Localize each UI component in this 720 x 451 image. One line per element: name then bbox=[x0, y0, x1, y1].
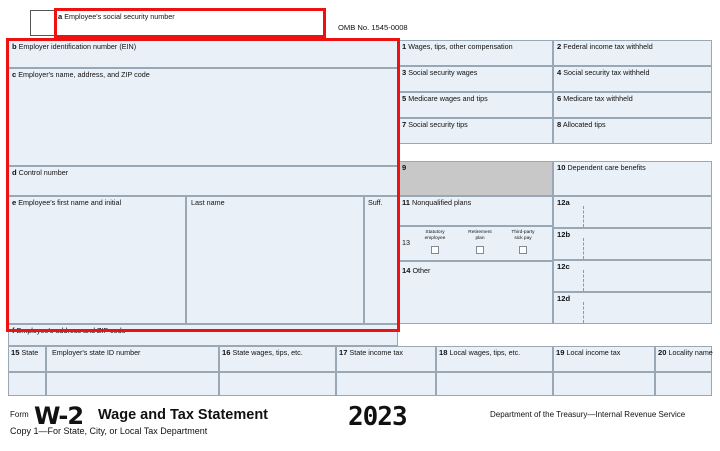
box-8-label: Allocated tips bbox=[562, 120, 606, 129]
box-12b-number: 12b bbox=[557, 230, 571, 239]
field-e-letter: e bbox=[12, 198, 17, 207]
box-20-label-group bbox=[658, 349, 713, 357]
box-19-number: 19 bbox=[556, 348, 565, 357]
field-e-first-name-box[interactable] bbox=[8, 196, 186, 324]
box-3-label: Social security wages bbox=[408, 68, 478, 77]
box-8-number: 8 bbox=[557, 120, 562, 129]
footer-form-title: Wage and Tax Statement bbox=[98, 407, 269, 423]
box-13-retirement-line2: plan bbox=[475, 235, 485, 241]
box-14-label-group bbox=[402, 267, 430, 275]
box-12b[interactable] bbox=[553, 228, 712, 260]
box-18-number: 18 bbox=[439, 348, 448, 357]
box-12d-code-divider bbox=[583, 302, 584, 323]
box-17-number: 17 bbox=[339, 348, 348, 357]
box-9 bbox=[398, 161, 553, 196]
box-11-number: 11 bbox=[402, 198, 411, 207]
box-12c-code-divider bbox=[583, 270, 584, 291]
field-f-letter: f bbox=[12, 326, 15, 335]
box-7-label: Social security tips bbox=[408, 120, 468, 129]
box-15-state-id-label: Employer's state ID number bbox=[52, 348, 141, 357]
field-d-label: Control number bbox=[18, 168, 69, 177]
footer-form-prefix: Form bbox=[10, 410, 29, 419]
field-c-label-group bbox=[12, 71, 150, 79]
field-d-letter: d bbox=[12, 168, 17, 177]
box-12d-label-group bbox=[557, 295, 570, 303]
box-13-statutory-label bbox=[414, 230, 456, 241]
box-13-thirdparty-line1: Third-party bbox=[511, 230, 535, 235]
box-16-label-group bbox=[222, 349, 303, 357]
footer-tax-year: 2023 bbox=[348, 402, 407, 432]
field-c-label: Employer's name, address, and ZIP code bbox=[18, 70, 150, 79]
box-6-label: Medicare tax withheld bbox=[563, 94, 633, 103]
box-13-retirement-line1: Retirement bbox=[468, 230, 492, 235]
box-19-row2[interactable] bbox=[553, 372, 655, 396]
box-9-number: 9 bbox=[402, 163, 407, 172]
field-f-label-group bbox=[12, 327, 126, 335]
box-3-number: 3 bbox=[402, 68, 407, 77]
box-20-row2[interactable] bbox=[655, 372, 712, 396]
footer-form-number: W-2 bbox=[34, 402, 84, 430]
box-12b-label-group bbox=[557, 231, 570, 239]
box-1-label-group bbox=[402, 43, 513, 51]
box-18-label-group bbox=[439, 349, 520, 357]
field-a-letter: a bbox=[58, 12, 63, 21]
box-13-statutory-line1: Statutory bbox=[425, 230, 445, 235]
box-4-number: 4 bbox=[557, 68, 562, 77]
field-b-label: Employer identification number (EIN) bbox=[18, 42, 137, 51]
field-a-label-group bbox=[58, 13, 175, 21]
box-2-label-group bbox=[557, 43, 653, 51]
box-12d[interactable] bbox=[553, 292, 712, 324]
box-6-label-group bbox=[557, 95, 633, 103]
box-12c[interactable] bbox=[553, 260, 712, 292]
box-12c-label-group bbox=[557, 263, 570, 271]
box-18-row2[interactable] bbox=[436, 372, 553, 396]
box-19-label: Local income tax bbox=[566, 348, 621, 357]
field-c-letter: c bbox=[12, 70, 17, 79]
box-17-row2[interactable] bbox=[336, 372, 436, 396]
box-12d-number: 12d bbox=[557, 294, 571, 303]
box-12a-label-group bbox=[557, 199, 570, 207]
box-5-label: Medicare wages and tips bbox=[408, 94, 488, 103]
footer-copy-line: Copy 1—For State, City, or Local Tax Department bbox=[10, 426, 208, 436]
box-12c-number: 12c bbox=[557, 262, 570, 271]
box-13-retirement-checkbox[interactable] bbox=[476, 246, 484, 254]
omb-number: OMB No. 1545-0008 bbox=[338, 23, 408, 32]
box-15-state-row2[interactable] bbox=[8, 372, 46, 396]
box-14-label: Other bbox=[412, 266, 431, 275]
field-b-label-group bbox=[12, 43, 136, 51]
box-12a-number: 12a bbox=[557, 198, 570, 207]
box-13-statutory-checkbox[interactable] bbox=[431, 246, 439, 254]
box-16-label: State wages, tips, etc. bbox=[232, 348, 303, 357]
box-8-label-group bbox=[557, 121, 606, 129]
box-12a[interactable] bbox=[553, 196, 712, 228]
field-e-label: Employee's first name and initial bbox=[18, 198, 122, 207]
field-e-last-name-box[interactable] bbox=[186, 196, 364, 324]
box-4-label: Social security tax withheld bbox=[563, 68, 650, 77]
field-d-label-group bbox=[12, 169, 68, 177]
footer-department: Department of the Treasury—Internal Revenue Service bbox=[490, 410, 686, 419]
field-e-suffix-box[interactable] bbox=[364, 196, 398, 324]
field-e-label-group bbox=[12, 199, 121, 207]
box-15-employer-state-id-row2[interactable] bbox=[46, 372, 219, 396]
box-7-label-group bbox=[402, 121, 468, 129]
box-10-label: Dependent care benefits bbox=[567, 163, 646, 172]
field-f-label: Employee's address and ZIP code bbox=[16, 326, 126, 335]
box-6-number: 6 bbox=[557, 94, 562, 103]
box-3-label-group bbox=[402, 69, 477, 77]
box-16-number: 16 bbox=[222, 348, 231, 357]
box-13-thirdparty-line2: sick pay bbox=[514, 235, 532, 241]
box-17-label: State income tax bbox=[349, 348, 403, 357]
box-2-label: Federal income tax withheld bbox=[563, 42, 653, 51]
box-1-number: 1 bbox=[402, 42, 407, 51]
box-2-number: 2 bbox=[557, 42, 562, 51]
box-14-number: 14 bbox=[402, 266, 411, 275]
field-b-letter: b bbox=[12, 42, 17, 51]
box-10-label-group bbox=[557, 164, 646, 172]
box-1-label: Wages, tips, other compensation bbox=[408, 42, 513, 51]
box-18-label: Local wages, tips, etc. bbox=[449, 348, 521, 357]
box-11-label: Nonqualified plans bbox=[412, 198, 472, 207]
box-15-number: 15 bbox=[11, 348, 20, 357]
box-20-number: 20 bbox=[658, 348, 667, 357]
box-10-number: 10 bbox=[557, 163, 566, 172]
box-13-retirement-label bbox=[459, 230, 501, 241]
box-9-label-group bbox=[402, 164, 406, 172]
box-16-row2[interactable] bbox=[219, 372, 336, 396]
box-4-label-group bbox=[557, 69, 650, 77]
field-a-label: Employee's social security number bbox=[64, 12, 175, 21]
box-7-number: 7 bbox=[402, 120, 407, 129]
box-5-number: 5 bbox=[402, 94, 407, 103]
box-17-label-group bbox=[339, 349, 403, 357]
field-c-employer-box[interactable] bbox=[8, 68, 398, 166]
box-5-label-group bbox=[402, 95, 488, 103]
box-20-label: Locality name bbox=[668, 348, 713, 357]
box-13-statutory-line2: employee bbox=[424, 235, 446, 241]
box-15-label-group bbox=[11, 349, 38, 357]
box-11-label-group bbox=[402, 199, 471, 207]
box-13-thirdparty-label bbox=[502, 230, 544, 241]
field-e-suffix-label: Suff. bbox=[368, 198, 383, 207]
box-19-label-group bbox=[556, 349, 620, 357]
box-12b-code-divider bbox=[583, 238, 584, 259]
box-12a-code-divider bbox=[583, 206, 584, 227]
box-15-label: State bbox=[21, 348, 39, 357]
field-e-last-name-label: Last name bbox=[191, 198, 225, 207]
box-13-thirdparty-checkbox[interactable] bbox=[519, 246, 527, 254]
w2-form bbox=[8, 6, 712, 444]
box-13-number: 13 bbox=[402, 238, 410, 247]
